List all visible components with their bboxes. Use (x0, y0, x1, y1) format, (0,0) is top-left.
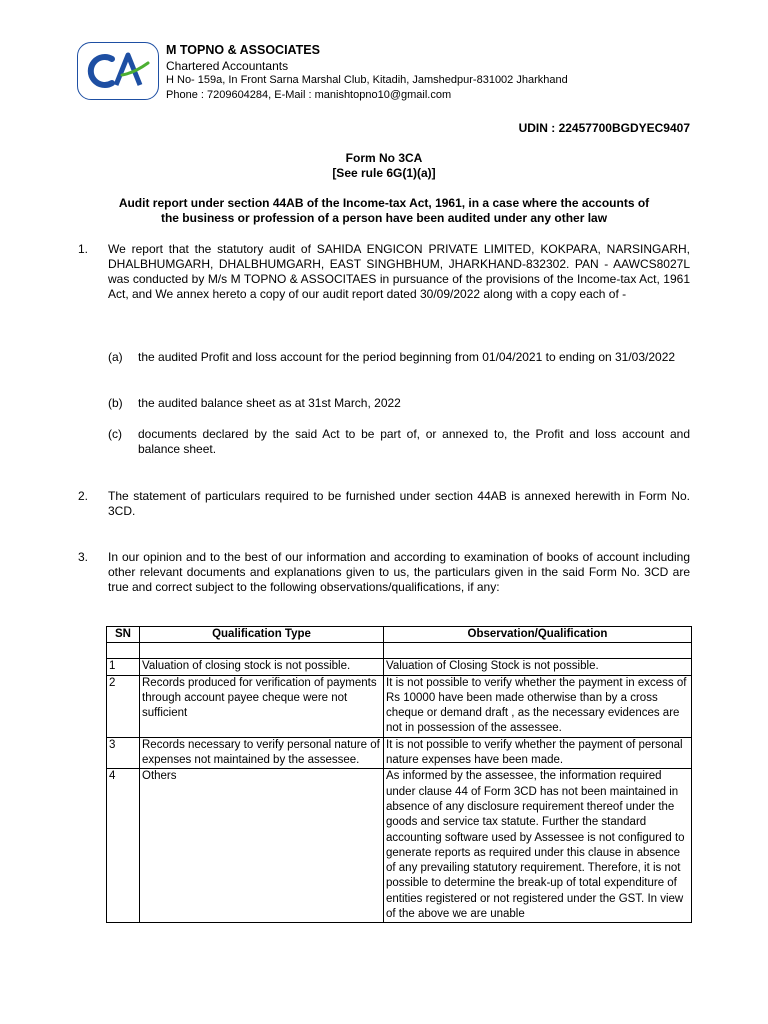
row-sn: 3 (107, 737, 140, 769)
row-observation: As informed by the assessee, the information required under clause 44 of Form 3CD has not been maintained in absence of any disclosure requirement thereof under the goods and service tax statute. Further the standard accounting software used by Assessee is not configured to generate reports as required under this clause in absence of any prevailing statutory requirement. Therefore, it is not possible to determine the break-up of total expenditure of entities registered or not registered under the GST. In view of the above we are unable (384, 769, 692, 923)
table-row (107, 675, 692, 737)
form-title: Form No 3CA (345, 151, 423, 165)
sub-item-c-text: documents declared by the said Act to be part of, or annexed to, the Profit and loss account and balance sheet. (138, 427, 690, 456)
row-observation: It is not possible to verify whether the payment in excess of Rs 10000 have been made otherwise than by a cross cheque or demand draft , as the necessary evidences are not in possession of the assessee. (384, 675, 692, 737)
form-heading-line2: the business or profession of a person have been audited under any other law (160, 211, 608, 225)
row-observation: It is not possible to verify whether the payment of personal nature expenses have been made. (384, 737, 692, 769)
paragraph-2-number: 2. (78, 489, 89, 503)
ca-logo-icon (78, 43, 158, 99)
paragraph-1-number: 1. (78, 242, 89, 256)
table-row (107, 737, 692, 769)
firm-subtitle: Chartered Accountants (166, 59, 289, 73)
firm-name: M TOPNO & ASSOCIATES (166, 43, 320, 57)
header-observation: Observation/Qualification (384, 627, 692, 643)
row-sn: 2 (107, 675, 140, 737)
paragraph-3-text: In our opinion and to the best of our information and according to examination of books of account including other relevant documents and explanations given to us, the particulars given in the said Form No. 3CD are true and correct subject to the following observations/qualifications, if any: (108, 550, 690, 594)
form-heading-line1: Audit report under section 44AB of the Income-tax Act, 1961, in a case where the accounts of (118, 196, 650, 210)
table-row (107, 769, 692, 923)
firm-logo (77, 42, 159, 100)
paragraph-3-number: 3. (78, 550, 89, 564)
table-blank-row (107, 643, 692, 659)
header-sn: SN (107, 627, 140, 643)
paragraph-1-text: We report that the statutory audit of SAHIDA ENGICON PRIVATE LIMITED, KOKPARA, NARSINGARH, DHALBHUMGARH, DHALBHUMGARH, EAST SINGHBHUM, JHARKHAND-832302. PAN - AAWCS8027L was conducted by M/s M TOPNO & ASSOCITAES in pursuance of the provisions of the Income-tax Act, 1961 Act, and We annex hereto a copy of our audit report dated 30/09/2022 along with a copy each of - (108, 242, 690, 301)
firm-address: H No- 159a, In Front Sarna Marshal Club, Kitadih, Jamshedpur-831002 Jharkhand (166, 74, 568, 86)
table-header-row (107, 627, 692, 643)
row-type: Valuation of closing stock is not possible. (140, 659, 384, 675)
row-sn: 4 (107, 769, 140, 923)
udin-number: UDIN : 22457700BGDYEC9407 (518, 121, 690, 135)
table-row (107, 659, 692, 675)
row-sn: 1 (107, 659, 140, 675)
row-observation: Valuation of Closing Stock is not possible. (384, 659, 692, 675)
qualification-table (106, 626, 692, 923)
header-qualification-type: Qualification Type (140, 627, 384, 643)
sub-item-c-mark: (c) (108, 427, 122, 441)
form-rule: [See rule 6G(1)(a)] (332, 166, 436, 180)
sub-item-b-mark: (b) (108, 396, 123, 410)
row-type: Others (140, 769, 384, 923)
sub-item-b-text: the audited balance sheet as at 31st March, 2022 (138, 396, 401, 410)
firm-contact: Phone : 7209604284, E-Mail : manishtopno10@gmail.com (166, 89, 452, 101)
sub-item-a-mark: (a) (108, 350, 123, 364)
row-type: Records necessary to verify personal nature of expenses not maintained by the assessee. (140, 737, 384, 769)
row-type: Records produced for verification of payments through account payee cheque were not sufficient (140, 675, 384, 737)
sub-item-a-text: the audited Profit and loss account for the period beginning from 01/04/2021 to ending on 31/03/2022 (138, 350, 676, 364)
paragraph-2-text: The statement of particulars required to be furnished under section 44AB is annexed herewith in Form No. 3CD. (108, 489, 690, 518)
